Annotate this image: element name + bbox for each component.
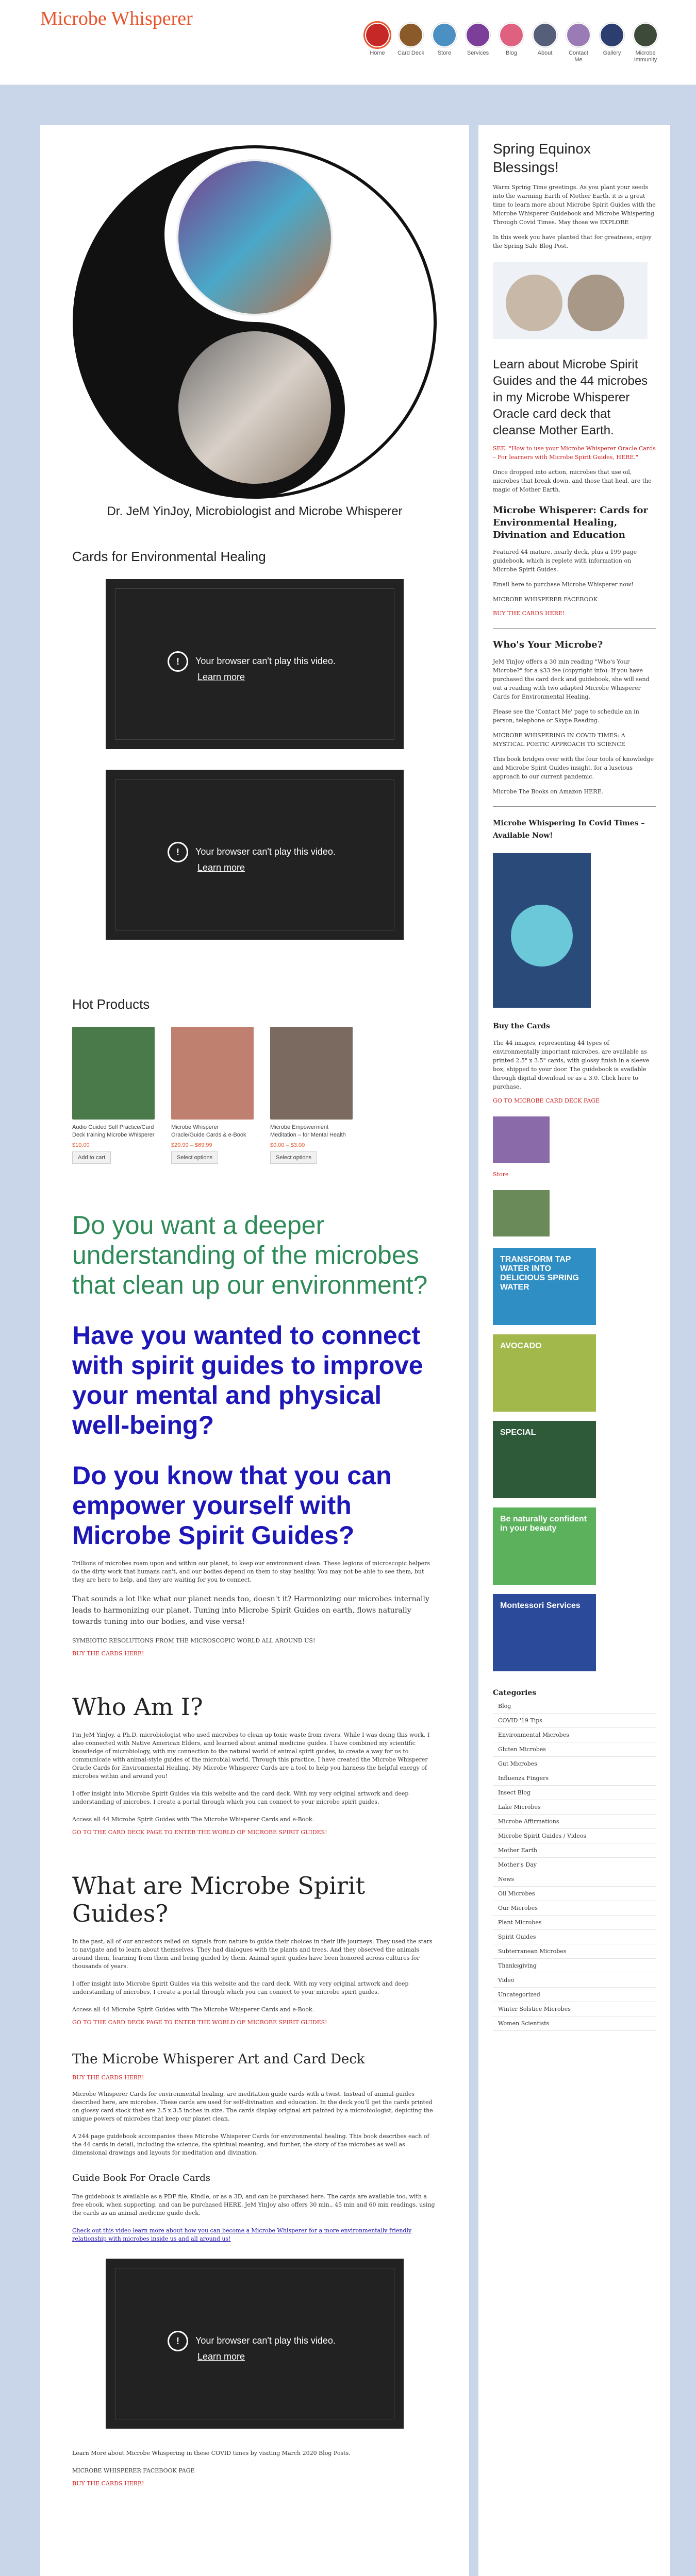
category-item[interactable]: Thanksgiving — [493, 1959, 656, 1973]
deck-video-link[interactable]: Check out this video learn more about how you can become a Microbe Whisperer for a more environmentally friendly relationship with microbes inside us and all around us! — [72, 2227, 412, 2242]
guide-heading: Guide Book For Oracle Cards — [72, 2173, 210, 2183]
product-price: $29.99 – $69.99 — [171, 1142, 212, 1148]
ad-banner[interactable] — [493, 1594, 596, 1671]
site-brand[interactable]: Microbe Whisperer — [40, 8, 193, 29]
category-item[interactable]: Gut Microbes — [493, 1757, 656, 1771]
product-title[interactable]: Microbe Empowerment Meditation – for Mental Health — [270, 1124, 346, 1138]
video-error: ! Your browser can't play this video. Learn more — [168, 2331, 336, 2362]
product-price: $0.00 – $3.00 — [270, 1142, 305, 1148]
pitch-paragraph: SYMBIOTIC RESOLUTIONS FROM THE MICROSCOPIC WORLD ALL AROUND US! — [72, 1637, 316, 1644]
nav-label: About — [537, 50, 553, 56]
spring-image — [493, 262, 648, 339]
categories-heading: Categories — [493, 1689, 537, 1697]
learn-heading: Learn about Microbe Spirit Guides and the 44 microbes in my Microbe Whisperer Oracle card deck that cleanse Mother Earth. — [493, 358, 648, 437]
book-cover-image[interactable] — [493, 853, 591, 1008]
who-paragraph: Access all 44 Microbe Spirit Guides with The Microbe Whisperer Cards and e-Book. — [72, 1816, 314, 1823]
category-item[interactable]: Our Microbes — [493, 1901, 656, 1916]
video-player-3[interactable] — [106, 2259, 404, 2429]
ad-banner[interactable] — [493, 1507, 596, 1585]
product-card[interactable] — [270, 1027, 353, 1164]
spring-paragraph: Warm Spring Time greetings. As you plant your seeds into the warming Earth of Mother Earth, it is a great time to learn more about Microbe Spirit Guides with the Microbe Whisperer Guidebook and Microbe Whispering Through Covid Times. May those we EXPLORE — [493, 184, 656, 226]
product-card[interactable] — [72, 1027, 155, 1164]
yin-yang-hero — [72, 140, 437, 504]
spring-heading: Spring Equinox Blessings! — [493, 141, 591, 175]
pitch-question-2: Have you wanted to connect with spirit guides to improve your mental and physical well-being? — [72, 1321, 423, 1439]
product-card[interactable] — [171, 1027, 254, 1164]
category-item[interactable]: Oil Microbes — [493, 1887, 656, 1901]
ad-title: AVOCADO — [500, 1342, 542, 1350]
deck-paragraph: The guidebook is available as a PDF file, Kindle, or as a 3D, and can be purchased here. The cards are available too, with a free ebook, when supporting, and can be purchased HERE. JeM YinJoy also offers 30 min., 45 min and 60 min readings, using the cards as an animal medicine guide deck. — [72, 2193, 435, 2216]
nav-icon — [533, 23, 557, 47]
category-item[interactable]: Lake Microbes — [493, 1800, 656, 1815]
whisperer-paragraph: Featured 44 mature, nearly deck, plus a 199 page guidebook, which is replete with information on Microbe Spirit Guides. — [493, 549, 637, 573]
category-item[interactable]: Mother's Day — [493, 1858, 656, 1872]
ad-title: Montessori Services — [500, 1601, 581, 1610]
card-deck-link[interactable]: GO TO THE CARD DECK PAGE TO ENTER THE WORLD OF MICROBE SPIRIT GUIDES! — [72, 2019, 327, 2026]
nav-item[interactable] — [564, 23, 593, 63]
nav-item[interactable] — [363, 23, 392, 63]
nav-icon — [633, 23, 658, 47]
spirit-heading: What are Microbe Spirit Guides? — [72, 1872, 366, 1927]
learn-link[interactable]: SEE: "How to use your Microbe Whisperer Oracle Cards – For learners with Microbe Spirit Guides, HERE." — [493, 445, 656, 461]
category-item[interactable]: Plant Microbes — [493, 1916, 656, 1930]
whisperer-paragraph: Email here to purchase Microbe Whisperer now! — [493, 581, 634, 588]
main-content — [40, 125, 469, 2576]
video-player-1[interactable] — [106, 579, 404, 749]
ad-banner[interactable] — [493, 1248, 596, 1325]
product-image[interactable] — [171, 1027, 254, 1120]
nav-label: Card Deck — [397, 50, 424, 56]
info-icon: ! — [168, 651, 188, 672]
category-item[interactable]: COVID '19 Tips — [493, 1714, 656, 1728]
category-item[interactable]: Spirit Guides — [493, 1930, 656, 1944]
buy-cards-link[interactable]: BUY THE CARDS HERE! — [72, 2074, 144, 2081]
nav-label: Blog — [505, 50, 518, 56]
spring-paragraph: In this week you have planted that for greatness, enjoy the Spring Sale Blog Post. — [493, 234, 652, 249]
nav-icon — [499, 23, 524, 47]
category-item[interactable]: Microbe Spirit Guides / Videos — [493, 1829, 656, 1843]
category-item[interactable]: Uncategorized — [493, 1988, 656, 2002]
spirit-paragraph: I offer insight into Microbe Spirit Guides via this website and the card deck. With my very original artwork and deep understanding of microbes, I create a portal through which you can connect to your microbe spirit guides. — [72, 1980, 409, 1995]
category-item[interactable]: Mother Earth — [493, 1843, 656, 1858]
category-item[interactable]: Microbe Affirmations — [493, 1815, 656, 1829]
deck-heading: The Microbe Whisperer Art and Card Deck — [72, 2052, 365, 2067]
buy-cards-link[interactable]: BUY THE CARDS HERE! — [493, 610, 565, 617]
nav-label: Gallery — [603, 50, 621, 56]
product-price: $10.00 — [72, 1142, 90, 1148]
buy-cards-heading: Buy the Cards — [493, 1022, 550, 1030]
nav-icon — [432, 23, 457, 47]
product-grid — [72, 1027, 437, 1164]
product-title[interactable]: Audio Guided Self Practice/Card Deck training Microbe Whisperer — [72, 1124, 155, 1138]
category-item[interactable]: News — [493, 1872, 656, 1887]
nav-label: Services — [467, 50, 489, 56]
who-microbe-paragraph: Please see the 'Contact Me' page to schedule an in person, telephone or Skype Reading. — [493, 708, 639, 724]
buy-cards-paragraph: The 44 images, representing 44 types of environmentally important microbes, are available as printed 2.5" x 3.5" cards, with glossy finish in a sleeve box, shipped to your door. The guidebook is available through digital download or as a 3.0. Click here to purchase. — [493, 1040, 650, 1090]
who-microbe-heading: Who's Your Microbe? — [493, 628, 656, 651]
card-image[interactable] — [493, 1116, 550, 1163]
learn-more-link[interactable]: Learn more — [197, 672, 245, 682]
product-button[interactable]: Add to cart — [72, 1151, 111, 1164]
ad-title: SPECIAL — [500, 1428, 536, 1437]
category-item[interactable]: Environmental Microbes — [493, 1728, 656, 1742]
product-button[interactable]: Select options — [270, 1151, 317, 1164]
cards-heading: Cards for Environmental Healing — [72, 549, 266, 564]
nav-item[interactable] — [497, 23, 526, 63]
amazon-link[interactable]: Microbe The Books on Amazon HERE. — [493, 788, 604, 795]
category-item[interactable]: Women Scientists — [493, 2016, 656, 2031]
nav-item[interactable] — [430, 23, 459, 63]
pitch-question-3: Do you know that you can empower yourself with Microbe Spirit Guides? — [72, 1461, 392, 1550]
nav-label: Contact Me — [569, 50, 588, 63]
info-icon: ! — [168, 842, 188, 862]
product-image[interactable] — [270, 1027, 353, 1120]
spirit-paragraph: Access all 44 Microbe Spirit Guides with The Microbe Whisperer Cards and e-Book. — [72, 2006, 314, 2013]
nav-item[interactable] — [463, 23, 492, 63]
nav-item[interactable] — [531, 23, 559, 63]
nav-label: Home — [370, 50, 385, 56]
ad-list — [493, 1248, 656, 1671]
card-image[interactable] — [493, 1190, 550, 1236]
main-nav — [363, 23, 660, 63]
spirit-paragraph: In the past, all of our ancestors relied on signals from nature to guide their choices in their life journeys. They used the stars to navigate and to learn about themselves. They had dialogues with the plants and trees. And they observed the animals around them, learning from them and being guided by them. Animal spirit guides have been honored across cultures for thousands of years. — [72, 1938, 433, 1970]
ad-banner[interactable] — [493, 1334, 596, 1412]
product-button[interactable]: Select options — [171, 1151, 218, 1164]
nav-label: Microbe Immunity — [634, 50, 657, 63]
site-header — [0, 0, 696, 85]
whisperer-heading: Microbe Whisperer: Cards for Environmental Healing, Divination and Education — [493, 505, 648, 540]
video-error: ! Your browser can't play this video. Learn more — [168, 651, 336, 683]
category-item[interactable]: Winter Solstice Microbes — [493, 2002, 656, 2016]
covid-heading: Microbe Whispering In Covid Times – Available Now! — [493, 806, 656, 842]
hot-products-heading: Hot Products — [72, 996, 150, 1012]
immunity-paragraph: This book bridges over with the four tools of knowledge and Microbe Spirit Guides insight, for a luscious approach to our current pandemic. — [493, 756, 654, 780]
facebook-link[interactable]: MICROBE WHISPERER FACEBOOK — [493, 596, 598, 603]
who-paragraph: I'm JeM YinJoy, a Ph.D. microbiologist who used microbes to clean up toxic waste from rivers. While I was doing this work, I also connected with Native American Elders, and learned about animal medicine guides. I have combined my scientific knowledge of microbiology, with my connection to the natural world of animal spirit guides, to create a way for us to communicate with animal-style guides of the microbial world. Through this practice, I have created the Microbe Whisperer Oracle Cards for Environmental Healing. My Microbe Whisperer Cards are a tool to help you harness the helpful energy of microbes within and around you! — [72, 1732, 430, 1780]
nav-item[interactable] — [631, 23, 660, 63]
nav-icon — [600, 23, 624, 47]
ad-title: Be naturally confident in your beauty — [500, 1515, 587, 1533]
category-item[interactable]: Insect Blog — [493, 1786, 656, 1800]
who-paragraph: I offer insight into Microbe Spirit Guides via this website and the card deck. With my very original artwork and deep understanding of microbes, I create a portal through which you can connect to your microbe spirit guides. — [72, 1790, 409, 1805]
category-item[interactable]: Subterranean Microbes — [493, 1944, 656, 1959]
pitch-paragraph: That sounds a lot like what our planet needs too, doesn't it? Harmonizing our microbes internally leads to harmonizing our planet. Tuning into Microbe Spirit Guides on earth, flows naturally towards tuning into our bodies, and vise versa! — [72, 1595, 429, 1626]
video-player-2[interactable] — [106, 770, 404, 940]
buy-cards-link[interactable]: BUY THE CARDS HERE! — [72, 1650, 144, 1657]
product-title[interactable]: Microbe Whisperer Oracle/Guide Cards & e-Book — [171, 1124, 246, 1138]
card-deck-link[interactable]: GO TO THE CARD DECK PAGE TO ENTER THE WORLD OF MICROBE SPIRIT GUIDES! — [72, 1829, 327, 1836]
who-microbe-paragraph: JeM YinJoy offers a 30 min reading "Who's Your Microbe?" for a $33 fee (copyright info). If you have purchased the card deck and guidebook, she will send out a reading with two adapted Microbe Whisperer Cards for Environmental Healing. — [493, 658, 650, 700]
product-image[interactable] — [72, 1027, 155, 1120]
nav-icon — [566, 23, 591, 47]
sidebar — [478, 125, 670, 2576]
category-item[interactable]: Blog — [493, 1699, 656, 1714]
immunity-paragraph: MICROBE WHISPERING IN COVID TIMES: A MYSTICAL POETIC APPROACH TO SCIENCE — [493, 732, 625, 748]
pitch-question-1: Do you want a deeper understanding of the microbes that clean up our environment? — [72, 1211, 428, 1299]
nav-item[interactable] — [396, 23, 425, 63]
category-item[interactable]: Influenza Fingers — [493, 1771, 656, 1786]
facebook-link[interactable]: MICROBE WHISPERER FACEBOOK PAGE — [72, 2467, 195, 2474]
info-icon: ! — [168, 2331, 188, 2351]
category-item[interactable]: Gluten Microbes — [493, 1742, 656, 1757]
pitch-paragraph: Trillions of microbes roam upon and within our planet, to keep our environment clean. These legions of microscopic helpers do the dirty work that humans can't, and our bodies depend on them to stay healthy. You may not be able to see them, but they are here to help, and they are waiting for you to connect. — [72, 1560, 430, 1583]
nav-label: Store — [437, 50, 452, 56]
video-error: ! Your browser can't play this video. Learn more — [168, 842, 336, 873]
nav-icon — [399, 23, 423, 47]
ad-title: TRANSFORM TAP WATER INTO DELICIOUS SPRING WATER — [500, 1255, 579, 1292]
nav-icon — [365, 23, 390, 47]
category-item[interactable]: Video — [493, 1973, 656, 1988]
who-heading: Who Am I? — [72, 1693, 203, 1721]
hero-caption: Dr. JeM YinJoy, Microbiologist and Microbe Whisperer — [107, 504, 403, 518]
nav-icon — [466, 23, 490, 47]
nav-item[interactable] — [598, 23, 626, 63]
card-deck-link[interactable]: GO TO MICROBE CARD DECK PAGE — [493, 1097, 600, 1104]
deck-paragraph: A 244 page guidebook accompanies these Microbe Whisperer Cards for environmental healing. This book describes each of the 44 cards in detail, including the science, the spiritual meaning, and further, the story of the microbes as well as dimensional drawings and layouts for meditation and divination. — [72, 2133, 429, 2156]
learn-more-link[interactable]: Learn more — [197, 2351, 245, 2362]
ad-banner[interactable] — [493, 1421, 596, 1498]
store-link[interactable]: Store — [493, 1171, 509, 1178]
deck-paragraph: Microbe Whisperer Cards for environmental healing, are meditation guide cards with a twist. Instead of animal guides described here, are microbes. These cards are used for self-divination and education. In the deck you'll get the cards printed on glossy card stock that are 2.5 x 3.5 inches in size. The cards display original art painted by a microbiologist, depicting the unique powers of microbes that keep our planet clean. — [72, 2091, 433, 2122]
category-list — [493, 1699, 656, 2031]
buy-cards-link[interactable]: BUY THE CARDS HERE! — [72, 2480, 144, 2487]
learn-paragraph: Once dropped into action, microbes that use oil, microbes that break down, and those that heal, are the magic of Mother Earth. — [493, 469, 652, 493]
yin-yang-icon — [72, 140, 437, 504]
learn-more-link[interactable]: Learn more — [197, 862, 245, 873]
deck-paragraph: Learn More about Microbe Whispering in these COVID times by visiting March 2020 Blog Posts. — [72, 2450, 351, 2456]
